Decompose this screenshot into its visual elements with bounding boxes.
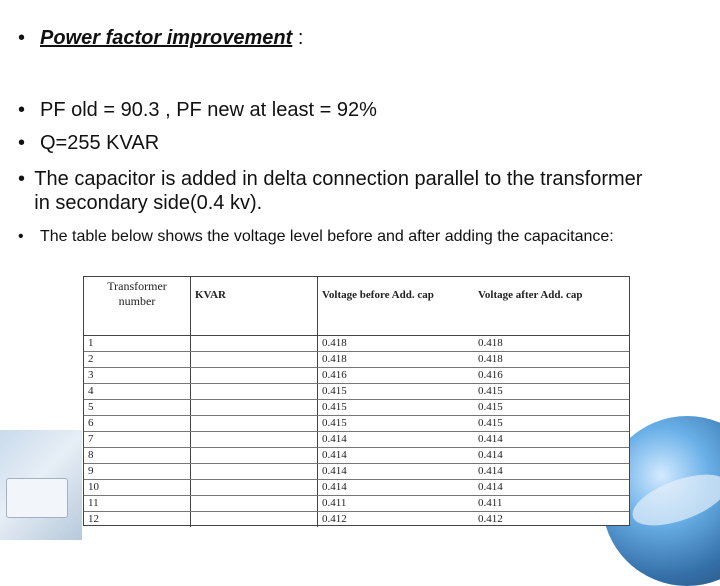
- table-cell: [191, 352, 318, 368]
- table-cell: 0.414: [474, 480, 629, 496]
- table-row: [84, 336, 629, 352]
- table-cell: [191, 432, 318, 448]
- table-cell: 0.412: [478, 513, 503, 525]
- table-cell: [191, 336, 318, 352]
- table-cell: 0.415: [474, 384, 629, 400]
- truck-background-image: [0, 430, 82, 540]
- bullet-item: [18, 228, 658, 246]
- table-cell: 10: [84, 480, 191, 496]
- bullet-text: PF old = 90.3 , PF new at least = 92%: [40, 99, 377, 121]
- table-row: [84, 352, 629, 368]
- title-text: Power factor improvement: [40, 27, 293, 49]
- bullet-text: The table below shows the voltage level before and after adding the capacitance:: [40, 228, 614, 245]
- voltage-table: [83, 276, 630, 526]
- table-cell: 0.415: [474, 416, 629, 432]
- table-cell: 0.418: [474, 336, 629, 352]
- column-header: KVAR: [191, 277, 318, 336]
- table-row: [84, 496, 629, 512]
- bullet-icon: •: [18, 132, 26, 154]
- bullet-item: [18, 98, 377, 122]
- table-cell: 3: [84, 368, 191, 384]
- table-cell: 0.414: [318, 480, 475, 496]
- bullet-icon: •: [18, 99, 26, 121]
- table-cell: [191, 400, 318, 416]
- table-cell: 0.416: [318, 368, 475, 384]
- table-cell: 0.418: [318, 336, 475, 352]
- slide-title: [18, 26, 303, 50]
- table-cell: 2: [84, 352, 191, 368]
- title-suffix: :: [292, 27, 304, 49]
- table-row: [84, 416, 629, 432]
- table-cell: 0.411: [474, 496, 629, 512]
- table-cell: 0.416: [474, 368, 629, 384]
- table-cell: [191, 368, 318, 384]
- table-row: [84, 400, 629, 416]
- table-header-row: [84, 277, 629, 336]
- table-cell: 11: [84, 496, 191, 512]
- table-body: [84, 336, 629, 528]
- table-cell: 0.414: [318, 464, 475, 480]
- table-cell: 0.414: [474, 448, 629, 464]
- table-cell: [191, 480, 318, 496]
- table-cell: 9: [84, 464, 191, 480]
- table-cell: 7: [84, 432, 191, 448]
- table-cell: [191, 496, 318, 512]
- table-cell: [191, 512, 318, 528]
- table-cell: 12: [84, 512, 191, 528]
- column-header: Transformer number: [84, 277, 191, 336]
- bullet-text: Q=255 KVAR: [40, 132, 160, 154]
- table-row: [84, 512, 629, 528]
- table-cell: 0.412: [322, 513, 347, 525]
- bullet-icon: •: [18, 228, 24, 245]
- table-row: [84, 432, 629, 448]
- bullet-icon: •: [18, 27, 26, 49]
- table-cell: 0.418: [318, 352, 475, 368]
- bullet-item: [18, 131, 159, 155]
- table-row: [84, 464, 629, 480]
- table-cell: 5: [84, 400, 191, 416]
- bullet-icon: •: [18, 168, 26, 190]
- table-cell: 0.414: [318, 448, 475, 464]
- table-cell: 0.415: [318, 384, 475, 400]
- table-row: [84, 384, 629, 400]
- table-cell: 4: [84, 384, 191, 400]
- table-cell: [191, 416, 318, 432]
- bullet-text: The capacitor is added in delta connection parallel to the transformer in secondary side(0.4 kv).: [34, 168, 643, 214]
- table-cell: 1: [84, 336, 191, 352]
- table-cell: 0.414: [474, 432, 629, 448]
- column-header: Voltage before Add. cap: [318, 277, 475, 336]
- bullet-item: [18, 167, 658, 215]
- table-cell: [191, 464, 318, 480]
- table-cell: 0.415: [318, 416, 475, 432]
- table-cell: 6: [84, 416, 191, 432]
- table-row: [84, 480, 629, 496]
- column-header: Voltage after Add. cap: [474, 277, 629, 336]
- truck-icon: [6, 478, 68, 518]
- table-cell: [191, 384, 318, 400]
- table-cell: 0.415: [318, 400, 475, 416]
- table-cell: 8: [84, 448, 191, 464]
- table-cell: 0.411: [318, 496, 475, 512]
- table-row: [84, 448, 629, 464]
- table-cell: 0.415: [474, 400, 629, 416]
- table-row: [84, 368, 629, 384]
- table-cell: 0.418: [474, 352, 629, 368]
- table-cell: 0.414: [474, 464, 629, 480]
- table-cell: [191, 448, 318, 464]
- table-cell: 0.414: [318, 432, 475, 448]
